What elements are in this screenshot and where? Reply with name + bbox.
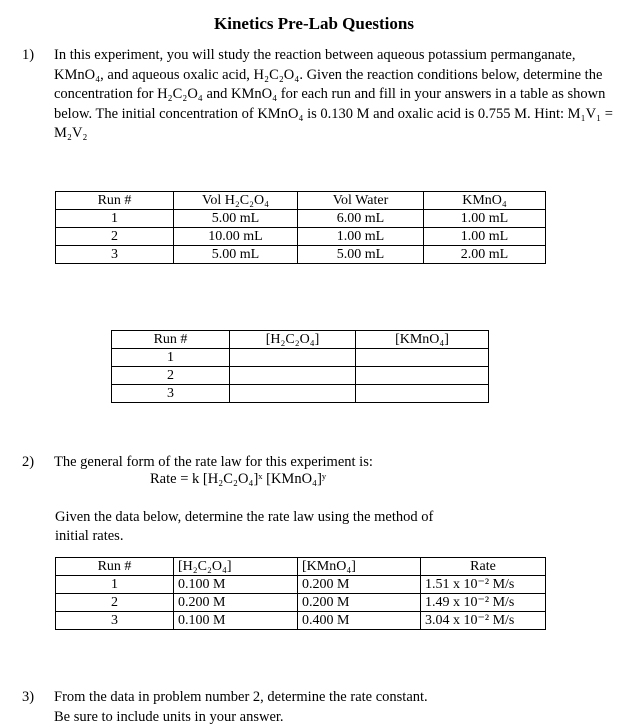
header-cell: Run # (56, 192, 174, 210)
table-cell: 5.00 mL (298, 246, 424, 264)
table-cell: 1 (112, 349, 230, 367)
answer-cell[interactable] (230, 385, 356, 403)
table-row (56, 228, 546, 246)
answer-cell[interactable] (356, 349, 489, 367)
header-cell: Rate (421, 558, 546, 576)
table-header-row (56, 192, 546, 210)
table-cell: 1.00 mL (298, 228, 424, 246)
question-2-text: The general form of the rate law for this experiment is: (54, 454, 373, 470)
rate-law-equation: Rate = k [H₂C₂O₄]ˣ [KMnO₄]ʸ (150, 471, 327, 487)
table-cell: 0.200 M (298, 594, 421, 612)
question-1-number: 1) (22, 47, 35, 63)
answer-cell[interactable] (230, 349, 356, 367)
question-3-text: From the data in problem number 2, determine the rate constant. Be sure to include units in your answer. (54, 689, 428, 725)
header-cell: Vol H₂C₂O₄ (174, 192, 298, 210)
table-row (112, 367, 489, 385)
table-cell: 10.00 mL (174, 228, 298, 246)
table-cell: 0.100 M (174, 576, 298, 594)
table-cell: 0.200 M (174, 594, 298, 612)
table-cell: 3 (56, 612, 174, 630)
table-cell: 1.51 x 10⁻² M/s (421, 576, 546, 594)
header-cell: [H₂C₂O₄] (230, 331, 356, 349)
header-cell: [H₂C₂O₄] (174, 558, 298, 576)
table-cell: 1.49 x 10⁻² M/s (421, 594, 546, 612)
concentration-answer-table (111, 330, 489, 403)
table-cell: 1 (56, 210, 174, 228)
header-cell: Run # (56, 558, 174, 576)
question-3-number: 3) (22, 689, 35, 705)
table-cell: 2 (112, 367, 230, 385)
question-1-text: In this experiment, you will study the reaction between aqueous potassium permanganate, KMnO₄, and aqueous oxalic acid, H₂C₂O₄. Given the reaction conditions below, determine the concentration for H₂C₂O₄ and KMnO₄ for each run and fill in your answers in a table as shown below. The initial concentration of KMnO₄ is 0.130 M and oxalic acid is 0.755 M. Hint: M₁V₁ = M₂V₂ (54, 47, 613, 141)
table-row (56, 210, 546, 228)
table-row (56, 576, 546, 594)
table-header-row (56, 558, 546, 576)
answer-cell[interactable] (356, 367, 489, 385)
header-cell: KMnO₄ (424, 192, 546, 210)
volume-table (55, 191, 546, 264)
initial-rates-table (55, 557, 546, 630)
question-2-instructions: Given the data below, determine the rate law using the method of initial rates. (55, 509, 434, 544)
table-cell: 3 (112, 385, 230, 403)
table-cell: 5.00 mL (174, 246, 298, 264)
question-2-number: 2) (22, 454, 35, 470)
table-cell: 3 (56, 246, 174, 264)
table-cell: 3.04 x 10⁻² M/s (421, 612, 546, 630)
table-row (112, 349, 489, 367)
header-cell: Vol Water (298, 192, 424, 210)
table-cell: 2.00 mL (424, 246, 546, 264)
table-row (56, 594, 546, 612)
header-cell: [KMnO₄] (298, 558, 421, 576)
table-cell: 1 (56, 576, 174, 594)
table-cell: 0.100 M (174, 612, 298, 630)
answer-cell[interactable] (230, 367, 356, 385)
table-cell: 1.00 mL (424, 228, 546, 246)
answer-cell[interactable] (356, 385, 489, 403)
table-cell: 1.00 mL (424, 210, 546, 228)
page-title: Kinetics Pre-Lab Questions (214, 14, 414, 33)
table-cell: 5.00 mL (174, 210, 298, 228)
table-cell: 2 (56, 594, 174, 612)
header-cell: Run # (112, 331, 230, 349)
table-cell: 6.00 mL (298, 210, 424, 228)
header-cell: [KMnO₄] (356, 331, 489, 349)
table-row (56, 612, 546, 630)
table-row (112, 385, 489, 403)
table-header-row (112, 331, 489, 349)
table-cell: 0.400 M (298, 612, 421, 630)
table-cell: 2 (56, 228, 174, 246)
table-row (56, 246, 546, 264)
table-cell: 0.200 M (298, 576, 421, 594)
